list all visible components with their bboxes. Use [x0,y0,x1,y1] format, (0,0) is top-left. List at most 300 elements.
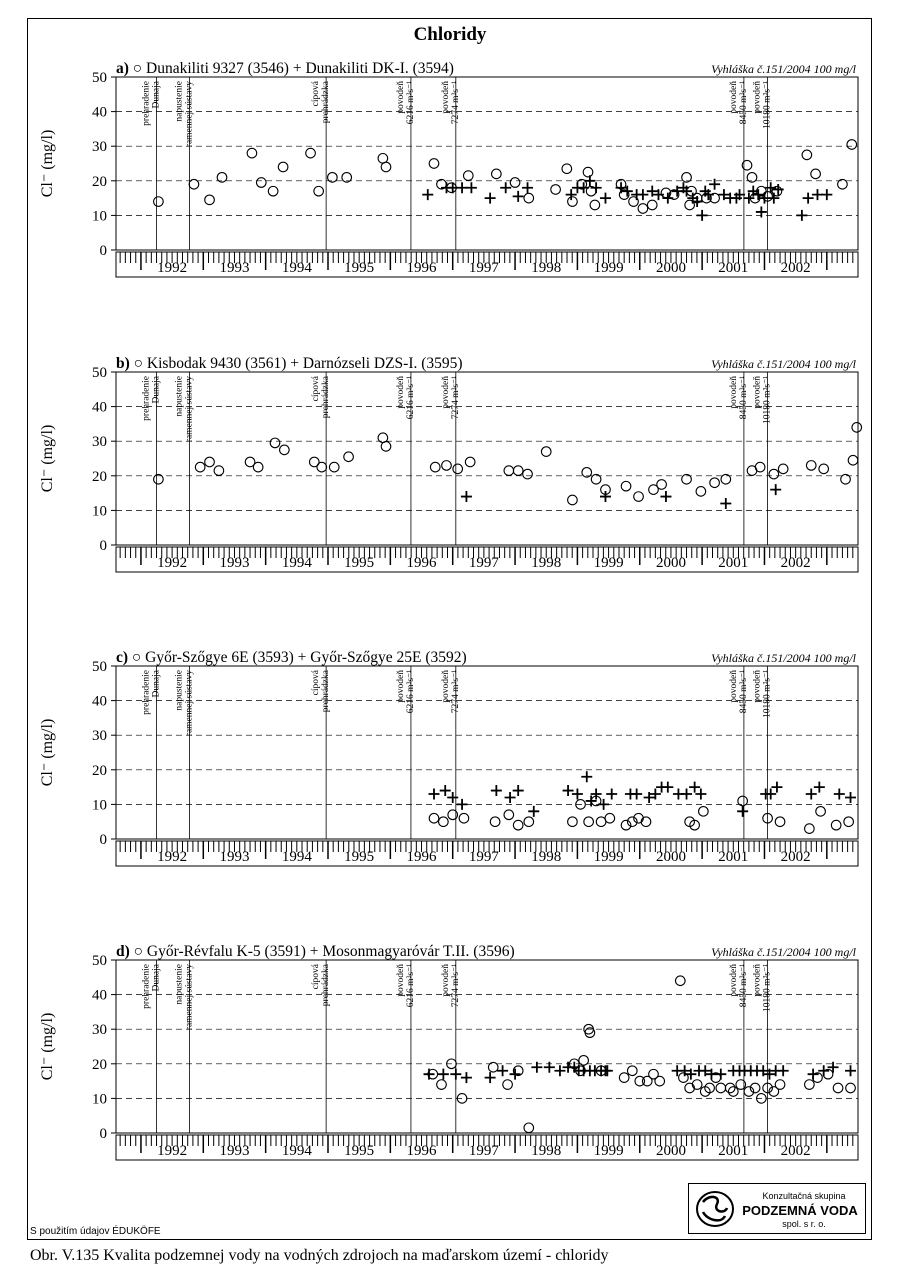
event-label: 10180 m³s⁻¹ [762,81,773,129]
data-point-circle [596,817,606,827]
data-point-plus [662,193,673,204]
event-label: ramennej sústavy [184,670,195,737]
year-label: 1993 [219,849,250,865]
data-point-plus [586,795,597,806]
year-label: 1992 [157,1143,188,1159]
data-point-plus [438,1069,449,1080]
data-point-plus [440,785,451,796]
event-label: povodeň [440,376,451,409]
y-tick-label: 10 [92,208,107,225]
data-point-circle [253,462,263,472]
data-point-circle [568,817,578,827]
data-point-circle [381,162,391,172]
data-point-circle [205,195,215,205]
year-label: 1993 [219,555,250,571]
chart-panel-d [0,938,900,1198]
data-point-plus [709,179,720,190]
data-point-circle [381,442,391,452]
year-label: 1994 [281,849,312,865]
data-point-circle [831,820,841,830]
data-point-plus [581,771,592,782]
data-point-plus [500,182,511,193]
year-label: 1993 [219,260,250,276]
panel-title [116,355,463,372]
chart-panel-a [0,55,900,315]
event-label: 6216 m³s⁻¹ [405,376,416,420]
data-point-circle [314,186,324,196]
y-tick-label: 40 [92,399,107,416]
data-point-plus [806,789,817,800]
data-point-circle [437,1080,447,1090]
data-point-plus [660,491,671,502]
year-label: 1999 [593,849,624,865]
data-point-circle [816,807,826,817]
y-tick-label: 20 [92,1056,107,1073]
data-point-circle [721,474,731,484]
y-tick-label: 40 [92,987,107,1004]
event-label: prehradenie [141,964,152,1009]
event-label: povodeň [752,81,763,114]
year-label: 1995 [344,555,375,571]
data-point-plus [522,182,533,193]
year-label: 2002 [780,555,811,571]
event-label: prehrádzka [321,964,332,1007]
year-label: 2001 [718,1143,749,1159]
logo-line-3: spol. s r. o. [782,1219,826,1229]
data-point-circle [524,193,534,203]
data-point-circle [490,817,500,827]
panel-series-names: ○ Kisbodak 9430 (3561) + Darnózseli DZS-I. (3595) [133,355,463,372]
data-point-plus [566,189,577,200]
data-point-circle [247,148,257,158]
data-point-circle [429,159,439,169]
year-label: 1996 [406,555,437,571]
data-point-circle [657,480,667,490]
limit-note: Vyhláška č.151/2004 100 mg/l [711,651,856,665]
y-tick-label: 10 [92,797,107,814]
data-point-plus [812,189,823,200]
data-point-plus [631,789,642,800]
data-point-circle [568,495,578,505]
data-point-circle [848,455,858,465]
event-label: povodeň [728,670,739,703]
data-point-circle [278,162,288,172]
data-point-circle [268,186,278,196]
data-point-circle [439,817,449,827]
logo-icon [695,1190,735,1228]
limit-note: Vyhláška č.151/2004 100 mg/l [711,945,856,959]
chart-panel-b [0,350,900,610]
data-point-circle [819,464,829,474]
event-label: povodeň [440,964,451,997]
event-label: prehrádzka [321,376,332,419]
data-point-plus [821,189,832,200]
data-point-plus [737,806,748,817]
panel-label: a) [116,60,133,77]
data-point-circle [195,462,205,472]
year-label: 2002 [780,849,811,865]
data-point-plus [505,792,516,803]
data-point-circle [685,1083,695,1093]
event-label: 10180 m³s⁻¹ [762,376,773,424]
data-point-circle [852,423,862,433]
y-axis-label: Cl⁻ (mg/l) [39,129,56,198]
data-point-circle [465,457,475,467]
data-point-circle [214,466,224,476]
data-point-plus [828,1062,839,1073]
year-label: 1998 [531,849,562,865]
y-tick-label: 30 [92,434,107,451]
data-point-plus [598,799,609,810]
data-point-circle [205,457,215,467]
data-point-circle [802,150,812,160]
source-note: S použitím údajov ÉDUKÖFE [30,1226,161,1237]
event-label: cípová [311,670,322,696]
data-point-circle [256,178,266,188]
data-point-circle [344,452,354,462]
event-label: povodeň [728,964,739,997]
year-label: 1997 [468,1143,499,1159]
figure-caption: Obr. V.135 Kvalita podzemnej vody na vodných zdrojoch na maďarskom území - chloridy [30,1247,609,1264]
data-point-circle [524,817,534,827]
year-label: 2002 [780,1143,811,1159]
data-point-circle [504,466,514,476]
data-point-plus [697,210,708,221]
data-point-plus [513,191,524,202]
data-point-plus [466,182,477,193]
y-tick-label: 50 [92,659,107,675]
y-tick-label: 10 [92,503,107,520]
data-point-plus [662,782,673,793]
event-label: napustenie [174,81,185,122]
y-tick-label: 50 [92,70,107,86]
year-label: 1997 [468,555,499,571]
data-point-plus [845,1065,856,1076]
logo-line-2: PODZEMNÁ VODA [742,1203,858,1218]
y-axis-label: Cl⁻ (mg/l) [39,424,56,493]
event-label: povodeň [440,81,451,114]
data-point-circle [510,178,520,188]
data-point-plus [429,789,440,800]
event-label: napustenie [174,376,185,417]
data-point-circle [647,200,657,210]
data-point-plus [461,1072,472,1083]
data-point-circle [755,462,765,472]
event-label: Dunaja [151,964,162,992]
event-label: 7274 m³s⁻¹ [450,964,461,1008]
y-axis-label: Cl⁻ (mg/l) [39,1012,56,1081]
data-point-circle [579,1056,589,1066]
event-label: Dunaja [151,670,162,698]
event-label: 10180 m³s⁻¹ [762,670,773,718]
data-point-circle [716,1083,726,1093]
event-label: povodeň [752,670,763,703]
data-point-circle [769,469,779,479]
data-point-plus [771,782,782,793]
event-label: 10180 m³s⁻¹ [762,964,773,1012]
event-label: ramennej sústavy [184,964,195,1031]
data-point-circle [541,447,551,457]
year-label: 1999 [593,555,624,571]
year-label: 1996 [406,260,437,276]
data-point-plus [600,193,611,204]
year-label: 2000 [655,260,686,276]
year-label: 1992 [157,849,188,865]
event-label: povodeň [752,376,763,409]
data-point-circle [675,976,685,986]
limit-note: Vyhláška č.151/2004 100 mg/l [711,357,856,371]
data-point-plus [457,799,468,810]
data-point-circle [638,204,648,214]
event-label: 7274 m³s⁻¹ [450,670,461,714]
event-label: 6216 m³s⁻¹ [405,81,416,125]
data-point-circle [523,469,533,479]
panel-label: c) [116,649,132,666]
data-point-plus [485,193,496,204]
data-point-circle [584,817,594,827]
data-point-circle [317,462,327,472]
data-point-circle [846,1083,856,1093]
data-point-circle [459,813,469,823]
year-label: 1995 [344,849,375,865]
data-point-circle [270,438,280,448]
data-point-circle [453,464,463,474]
year-label: 2000 [655,849,686,865]
y-tick-label: 30 [92,728,107,745]
event-label: prehradenie [141,670,152,715]
data-point-plus [563,785,574,796]
event-label: 6216 m³s⁻¹ [405,670,416,714]
event-label: 6216 m³s⁻¹ [405,964,416,1008]
data-point-plus [808,1069,819,1080]
year-label: 1995 [344,260,375,276]
year-label: 1992 [157,555,188,571]
y-tick-label: 10 [92,1091,107,1108]
data-point-plus [756,206,767,217]
event-label: 8450 m³s⁻¹ [738,670,749,714]
y-tick-label: 0 [99,538,107,554]
year-label: 1993 [219,1143,250,1159]
y-tick-label: 40 [92,104,107,121]
year-label: 1992 [157,260,188,276]
data-point-plus [591,182,602,193]
year-label: 2001 [718,555,749,571]
event-label: prehradenie [141,81,152,126]
data-point-circle [641,817,651,827]
event-label: cípová [311,964,322,990]
data-point-circle [442,461,452,471]
event-label: cípová [311,81,322,107]
y-tick-label: 20 [92,762,107,779]
data-point-circle [841,474,851,484]
data-point-circle [699,807,709,817]
event-label: 7274 m³s⁻¹ [450,81,461,125]
data-point-circle [655,1076,665,1086]
data-point-circle [847,140,857,150]
y-tick-label: 20 [92,173,107,190]
data-point-circle [430,462,440,472]
y-tick-label: 30 [92,1022,107,1039]
year-label: 1996 [406,1143,437,1159]
event-label: ramennej sústavy [184,81,195,148]
event-label: povodeň [728,376,739,409]
event-label: napustenie [174,964,185,1005]
event-label: ramennej sústavy [184,376,195,443]
panel-series-names: ○ Dunakiliti 9327 (3546) + Dunakiliti DK-I. (3594) [132,60,454,77]
data-point-plus [491,785,502,796]
data-point-plus [447,792,458,803]
panel-title [116,943,515,960]
event-label: povodeň [395,670,406,703]
event-label: Dunaja [151,376,162,404]
event-label: 7274 m³s⁻¹ [450,376,461,420]
data-point-plus [818,1065,829,1076]
data-point-circle [429,813,439,823]
year-label: 2001 [718,849,749,865]
y-tick-label: 30 [92,139,107,156]
event-label: povodeň [728,81,739,114]
data-point-circle [551,185,561,195]
data-point-plus [720,498,731,509]
logo-line-1: Konzultačná skupina [762,1191,846,1201]
data-point-plus [578,182,589,193]
y-tick-label: 0 [99,243,107,259]
data-point-circle [154,197,164,207]
data-point-plus [422,189,433,200]
data-point-circle [838,179,848,189]
chart-panel-c [0,644,900,904]
event-label: 8450 m³s⁻¹ [738,81,749,125]
page-title: Chloridy [413,24,487,45]
data-point-circle [562,164,572,174]
y-tick-label: 50 [92,365,107,381]
data-point-circle [189,179,199,189]
data-point-circle [328,173,338,183]
event-label: napustenie [174,670,185,711]
data-point-circle [463,171,473,181]
data-point-plus [765,789,776,800]
year-label: 1998 [531,1143,562,1159]
data-point-circle [524,1123,534,1133]
panel-title [116,60,454,77]
event-label: povodeň [752,964,763,997]
year-label: 2000 [655,1143,686,1159]
event-label: Dunaja [151,81,162,109]
data-point-circle [627,1066,637,1076]
data-point-plus [681,789,692,800]
data-point-plus [528,806,539,817]
data-point-circle [775,817,785,827]
year-label: 1997 [468,849,499,865]
data-point-circle [778,464,788,474]
year-label: 1997 [468,260,499,276]
data-point-circle [504,810,514,820]
data-point-circle [329,462,339,472]
data-point-plus [513,785,524,796]
data-point-circle [605,813,615,823]
data-point-plus [544,1062,555,1073]
event-label: 8450 m³s⁻¹ [738,376,749,420]
y-tick-label: 0 [99,1126,107,1142]
data-point-plus [457,182,468,193]
year-label: 1994 [281,555,312,571]
data-point-plus [695,789,706,800]
year-label: 1995 [344,1143,375,1159]
data-point-circle [844,817,854,827]
year-label: 1998 [531,555,562,571]
y-tick-label: 40 [92,693,107,710]
data-point-plus [689,782,700,793]
event-label: 8450 m³s⁻¹ [738,964,749,1008]
data-point-circle [692,1080,702,1090]
company-logo [688,1183,866,1234]
data-point-plus [572,789,583,800]
data-point-circle [710,478,720,488]
data-point-plus [606,789,617,800]
year-label: 1994 [281,1143,312,1159]
data-point-circle [568,197,578,207]
data-point-circle [488,1062,498,1072]
data-point-plus [814,782,825,793]
panel-series-names: ○ Győr-Szőgye 6E (3593) + Győr-Szőgye 25E (3592) [131,649,467,666]
year-label: 1998 [531,260,562,276]
event-label: cípová [311,376,322,402]
data-point-plus [845,792,856,803]
panel-title [116,649,467,666]
data-point-plus [778,1065,789,1076]
data-point-circle [805,1080,815,1090]
panel-series-names: ○ Győr-Révfalu K-5 (3591) + Mosonmagyaróvár T.II. (3596) [133,943,515,960]
data-point-circle [634,492,644,502]
data-point-circle [306,148,316,158]
data-point-circle [806,461,816,471]
event-label: prehradenie [141,376,152,421]
data-point-circle [503,1080,513,1090]
year-label: 2002 [780,260,811,276]
panel-label: b) [116,355,134,372]
data-point-circle [280,445,290,455]
data-point-plus [834,789,845,800]
event-label: prehrádzka [321,670,332,713]
data-point-circle [619,1073,629,1083]
event-label: povodeň [395,964,406,997]
y-axis-label: Cl⁻ (mg/l) [39,718,56,787]
data-point-circle [775,1080,785,1090]
data-point-circle [805,824,815,834]
year-label: 2000 [655,555,686,571]
data-point-circle [513,466,523,476]
data-point-plus [510,1069,521,1080]
data-point-plus [803,193,814,204]
year-label: 1999 [593,260,624,276]
year-label: 1994 [281,260,312,276]
data-point-plus [637,189,648,200]
data-point-plus [770,484,781,495]
data-point-plus [796,210,807,221]
data-point-plus [531,1062,542,1073]
data-point-circle [696,487,706,497]
event-label: povodeň [395,81,406,114]
data-point-circle [513,820,523,830]
data-point-plus [461,491,472,502]
data-point-circle [590,200,600,210]
data-point-circle [583,167,593,177]
y-tick-label: 50 [92,953,107,969]
y-tick-label: 20 [92,468,107,485]
data-point-plus [497,1065,508,1076]
event-label: prehrádzka [321,81,332,124]
data-point-plus [450,1069,461,1080]
